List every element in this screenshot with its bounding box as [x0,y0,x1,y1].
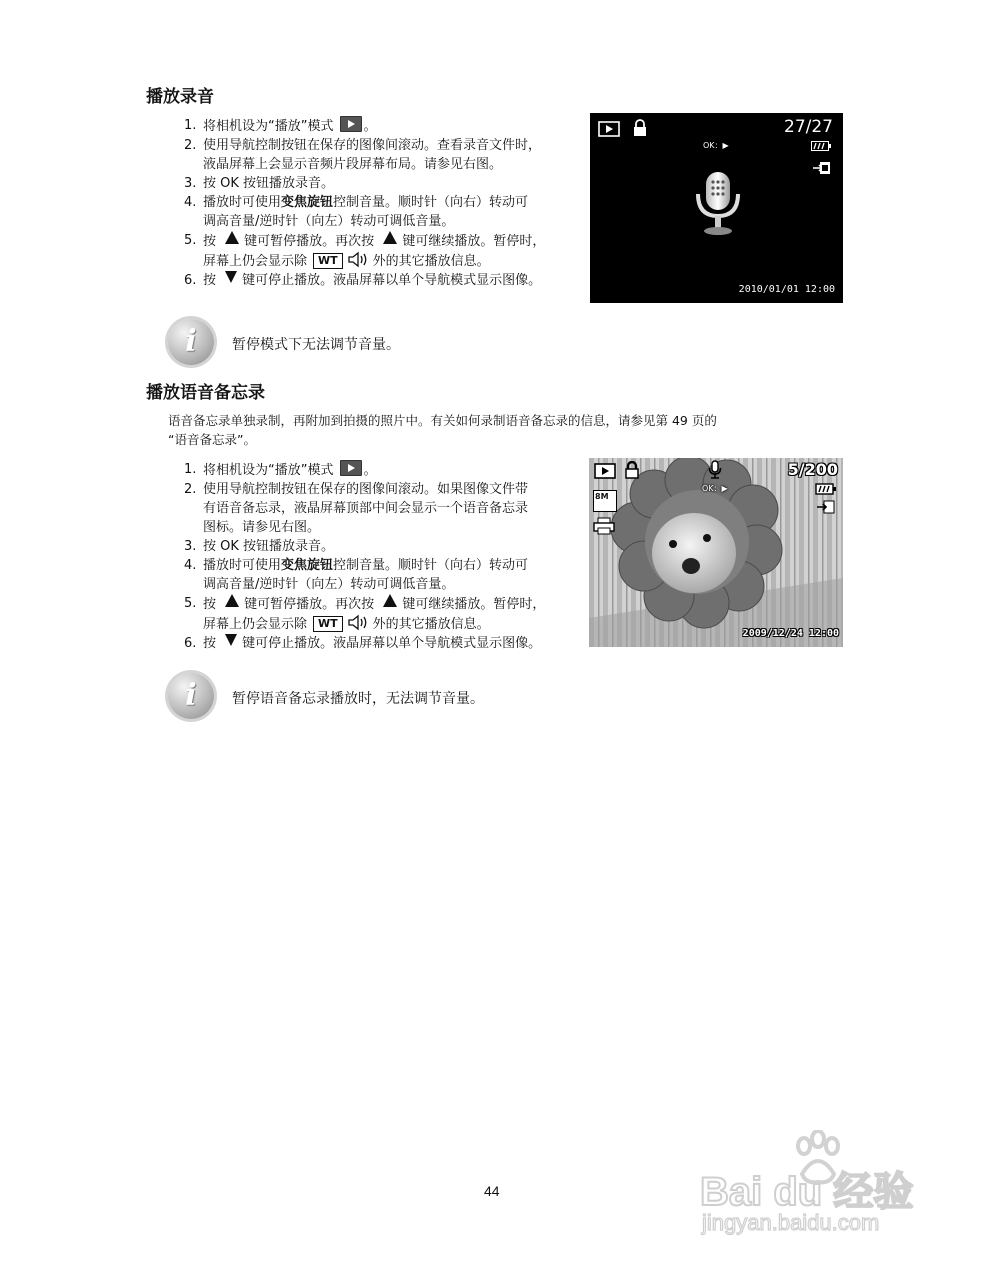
microphone-icon [690,168,746,240]
page-number: 44 [484,1183,500,1199]
battery-icon [815,483,837,495]
section-title-play-voice-memo: 播放语音备忘录 [146,383,265,403]
watermark-brand: Bai du 经验 [700,1170,914,1214]
note-text: 暂停模式下无法调节音量。 [232,337,400,353]
file-counter: 5/200 [787,460,838,479]
lock-icon [632,119,648,137]
play-mode-icon [598,121,620,137]
speaker-icon [347,251,369,268]
print-icon [593,517,615,535]
list-item: 5. 按 键可暂停播放。再次按 键可继续播放。暂停时， 屏幕上仍会显示除 WT 外的其它播放信息。 [184,596,546,632]
play-mode-button-icon [340,460,362,476]
up-arrow-icon [383,594,397,607]
lock-icon [624,461,640,479]
timestamp: 2010/01/01 12:00 [738,284,835,295]
file-counter: 27/27 [784,117,833,137]
list-item: 3. 按 OK 按钮播放录音。 [184,539,335,554]
image-size-badge: 8M [593,490,617,512]
note-text: 暂停语音备忘录播放时，无法调节音量。 [232,691,484,707]
wt-zoom-icon: WT [313,616,343,632]
battery-icon [811,141,831,151]
info-note-icon: i [168,673,214,719]
output-icon [813,161,831,175]
steps-list-recording [184,116,584,290]
camera-screen-voice-memo-playback [589,458,843,647]
list-item: 5. 按 键可暂停播放。再次按 键可继续播放。暂停时， 屏幕上仍会显示除 WT 外的其它播放信息。 [184,233,546,269]
info-note-icon: i [168,319,214,365]
wt-zoom-icon: WT [313,253,343,269]
list-item: 6. 按 键可停止播放。液晶屏幕以单个导航模式显示图像。 [184,636,542,651]
play-mode-icon [594,463,616,479]
timestamp: 2009/12/24 12:00 [742,628,839,639]
voice-memo-icon [708,460,722,480]
down-arrow-icon [225,634,237,646]
intro-paragraph: 语音备忘录单独录制，再附加到拍摄的照片中。有关如何录制语音备忘录的信息，请参见第 49 页的 “语音备忘录”。 [168,413,717,447]
list-item: 4. 播放时可使用变焦旋钮控制音量。顺时针（向右）转动可 调高音量/逆时针（向左）转动可调低音量。 [184,558,529,592]
section-title-play-recording: 播放录音 [146,87,214,107]
play-mode-button-icon [340,116,362,132]
ok-hint: OK：▶ [702,484,728,493]
baidu-watermark [700,1130,940,1250]
up-arrow-icon [225,231,239,244]
list-item: 1. 将相机设为“播放”模式 。 [184,462,377,478]
list-item: 1. 将相机设为“播放”模式 。 [184,118,377,134]
watermark-url: jingyan.baidu.com [702,1210,880,1235]
list-item: 2. 使用导航控制按钮在保存的图像间滚动。如果图像文件带 有语音备忘录，液晶屏幕顶部中间会显示一个语音备忘录 图标。请参见右图。 [184,482,529,535]
ok-hint: OK：▶ [703,141,729,150]
list-item: 4. 播放时可使用变焦旋钮控制音量。顺时针（向右）转动可 调高音量/逆时针（向左）转动可调低音量。 [184,195,529,229]
steps-list-voice-memo [184,460,584,653]
list-item: 6. 按 键可停止播放。液晶屏幕以单个导航模式显示图像。 [184,273,542,288]
list-item: 2. 使用导航控制按钮在保存的图像间滚动。查看录音文件时， 液晶屏幕上会显示音频片段屏幕布局。请参见右图。 [184,138,542,172]
list-item: 3. 按 OK 按钮播放录音。 [184,176,335,191]
up-arrow-icon [225,594,239,607]
up-arrow-icon [383,231,397,244]
camera-screen-audio-playback [590,113,843,303]
down-arrow-icon [225,271,237,283]
output-icon [817,500,835,514]
speaker-icon [347,614,369,631]
